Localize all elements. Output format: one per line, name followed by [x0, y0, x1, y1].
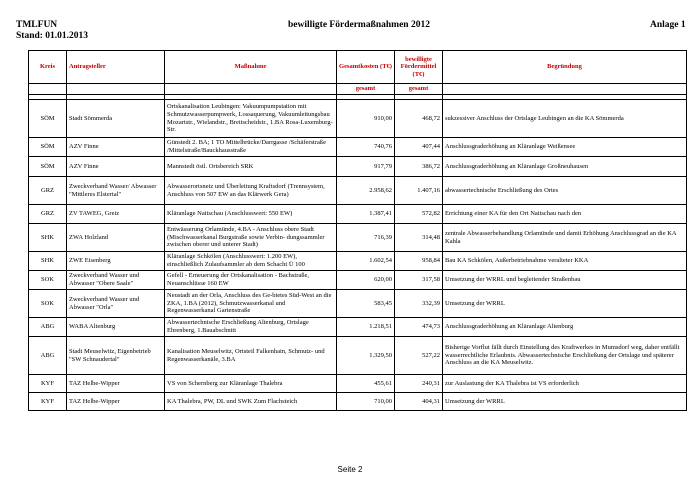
cell-massnahme: Neustadt an der Orla, Anschluss des Ge-bietes Süd-West an die ZKA, 1.BA (2012), Schmutzwasserkanal und Regenwasserkanal Gartenstraße: [165, 290, 337, 318]
cell-foerdermittel: 240,31: [395, 375, 443, 393]
cell-gesamtkosten: 455,61: [337, 375, 395, 393]
table-body: [29, 100, 687, 411]
cell-begruendung: Errichtung einer KA für den Ort Naitschau nach den: [443, 205, 687, 224]
cell-antragsteller: WABA Altenburg: [67, 318, 165, 337]
cell-foerdermittel: 468,72: [395, 100, 443, 138]
cell-begruendung: Anschlussgraderhöhung an Kläranlage Weißensee: [443, 138, 687, 157]
annex-label: Anlage 1: [650, 20, 686, 30]
cell-massnahme: VS von Schernberg zur Kläranlage Thalebra: [165, 375, 337, 393]
cell-begruendung: zentrale Abwasserbehandlung Orlamünde und damit Erhöhung Anschlussgrad an die KA Kahla: [443, 224, 687, 252]
table-row: [29, 337, 687, 375]
cell-begruendung: Umsetzung der WRRL: [443, 393, 687, 411]
cell-antragsteller: TAZ Helbe-Wipper: [67, 393, 165, 411]
cell-antragsteller: ZWA Holzland: [67, 224, 165, 252]
cell-foerdermittel: 474,73: [395, 318, 443, 337]
cell-gesamtkosten: 716,39: [337, 224, 395, 252]
cell-antragsteller: Stadt Meuselwitz, Eigenbetrieb "SW Schnaudertal": [67, 337, 165, 375]
cell-massnahme: Ortskanalisation Leubingen: Vakuumpumpstation mit Schmutzwasserpumpwerk, Lossaquerung, Vakuumleitungsbau Mozartstr., Wielandstr., Breitscheidstr., 1.BA Rosa-Luxemburg-Str.: [165, 100, 337, 138]
cell-antragsteller: Zweckverband Wasser/ Abwasser "Mittleres Elstertal": [67, 177, 165, 205]
subheader-cell: [443, 84, 687, 95]
table-row: [29, 224, 687, 252]
table-row: [29, 290, 687, 318]
cell-kreis: SOK: [29, 290, 67, 318]
cell-gesamtkosten: 620,00: [337, 271, 395, 290]
cell-massnahme: Entwässerung Orlamünde, 4.BA - Anschluss obere Stadt (Mischwasserkanal Burgstraße sowie Verbin- dungssammler zwischen oberer und unterer Stadt): [165, 224, 337, 252]
table-row: [29, 271, 687, 290]
table-row: [29, 177, 687, 205]
page-title: bewilligte Fördermaßnahmen 2012: [288, 20, 430, 30]
table-row: [29, 252, 687, 271]
cell-antragsteller: ZWE Eisenberg: [67, 252, 165, 271]
cell-antragsteller: ZV TAWEG, Greiz: [67, 205, 165, 224]
col-header-begruendung: Begründung: [443, 51, 687, 84]
cell-kreis: KYF: [29, 393, 67, 411]
subheader-cell: [67, 84, 165, 95]
cell-gesamtkosten: 910,00: [337, 100, 395, 138]
page-number: Seite 2: [337, 465, 363, 474]
col-header-gesamtkosten: Gesamtkosten (T€): [337, 51, 395, 84]
cell-massnahme: Kläranlage Naitschau (Anschlusswert: 550 EW): [165, 205, 337, 224]
cell-gesamtkosten: 583,45: [337, 290, 395, 318]
cell-massnahme: Kanalisation Meuselwitz, Ortsteil Falkenhain, Schmutz- und Regenwasserkanäle, 3.BA: [165, 337, 337, 375]
cell-begruendung: abwassertechnische Erschließung des Ortes: [443, 177, 687, 205]
cell-begruendung: Anschlussgraderhöhung an Kläranlage Altenburg: [443, 318, 687, 337]
cell-foerdermittel: 527,22: [395, 337, 443, 375]
cell-foerdermittel: 958,84: [395, 252, 443, 271]
cell-antragsteller: TAZ Helbe-Wipper: [67, 375, 165, 393]
cell-gesamtkosten: 710,00: [337, 393, 395, 411]
cell-begruendung: Umsetzung der WRRL: [443, 290, 687, 318]
subheader-gesamt: gesamt: [395, 84, 443, 95]
cell-massnahme: Abwassertechnische Erschließung Altenburg, Ortslage Ehrenberg, 1.Bauabschnitt: [165, 318, 337, 337]
cell-kreis: SÖM: [29, 138, 67, 157]
cell-gesamtkosten: 1.387,41: [337, 205, 395, 224]
col-header-massnahme: Maßnahme: [165, 51, 337, 84]
cell-gesamtkosten: 1.602,54: [337, 252, 395, 271]
cell-begruendung: Bisherige Vorflut fällt durch Einstellung des Kraftwerkes in Mumsdorf weg, daher entfällt wasserrechtliche Erlaubnis. Abwassertechnische Erschließung der Ortslage und späterer Anschluss an die KA Meuselwitz.: [443, 337, 687, 375]
cell-gesamtkosten: 1.218,51: [337, 318, 395, 337]
cell-foerdermittel: 317,58: [395, 271, 443, 290]
cell-kreis: SÖM: [29, 157, 67, 177]
subheader-gesamt: gesamt: [337, 84, 395, 95]
col-header-foerdermittel: bewilligte Fördermittel (T€): [395, 51, 443, 84]
table-subheader-row: [29, 84, 687, 95]
cell-foerdermittel: 332,39: [395, 290, 443, 318]
cell-kreis: GRZ: [29, 177, 67, 205]
cell-kreis: SHK: [29, 224, 67, 252]
table-row: [29, 138, 687, 157]
date-label: Stand: 01.01.2013: [16, 31, 89, 41]
cell-kreis: ABG: [29, 318, 67, 337]
cell-foerdermittel: 572,82: [395, 205, 443, 224]
cell-massnahme: Kläranlage Schkölen (Anschlusswert: 1.200 EW), einschließlich Zulaufsammler ab dem Schacht Ü 100: [165, 252, 337, 271]
funding-table: [28, 50, 687, 411]
cell-foerdermittel: 1.407,16: [395, 177, 443, 205]
table-header-row: [29, 51, 687, 84]
col-header-antragsteller: Antragsteller: [67, 51, 165, 84]
cell-antragsteller: Zweckverband Wasser und Abwasser "Obere Saale": [67, 271, 165, 290]
cell-massnahme: Gefell - Erneuerung der Ortskanalisation - Bachstraße, Neuanschlüsse 160 EW: [165, 271, 337, 290]
cell-begruendung: Bau KA Schkölen, Außerbetriebnahme veralteter KKA: [443, 252, 687, 271]
cell-kreis: SÖM: [29, 100, 67, 138]
table-row: [29, 157, 687, 177]
table-row: [29, 318, 687, 337]
table-row: [29, 100, 687, 138]
cell-antragsteller: AZV Finne: [67, 138, 165, 157]
cell-gesamtkosten: 740,76: [337, 138, 395, 157]
cell-foerdermittel: 314,48: [395, 224, 443, 252]
cell-antragsteller: Zweckverband Wasser und Abwasser "Orla": [67, 290, 165, 318]
cell-gesamtkosten: 1.329,50: [337, 337, 395, 375]
cell-antragsteller: AZV Finne: [67, 157, 165, 177]
cell-gesamtkosten: 2.958,62: [337, 177, 395, 205]
cell-foerdermittel: 386,72: [395, 157, 443, 177]
cell-begruendung: zur Auslastung der KA Thalebra ist VS erforderlich: [443, 375, 687, 393]
organization-label: TMLFUN: [16, 20, 58, 30]
cell-kreis: SOK: [29, 271, 67, 290]
cell-massnahme: Mannstedt östl. Ortsbereich SRK: [165, 157, 337, 177]
cell-begruendung: sukzessiver Anschluss der Ortslage Leubingen an die KA Sömmerda: [443, 100, 687, 138]
cell-begruendung: Anschlussgraderhöhung an Kläranlage Großneuhausen: [443, 157, 687, 177]
subheader-cell: [165, 84, 337, 95]
subheader-cell: [29, 84, 67, 95]
cell-kreis: KYF: [29, 375, 67, 393]
table-row: [29, 205, 687, 224]
cell-massnahme: Günstedt 2. BA; 1 TO Mittelbrücke/Darrgasse /Schäferstraße /Mittelstraße/Bauckhausstraße: [165, 138, 337, 157]
table-row: [29, 393, 687, 411]
col-header-kreis: Kreis: [29, 51, 67, 84]
cell-massnahme: KA Thalebra, PW, DL und SWK Zum Flachsteich: [165, 393, 337, 411]
cell-foerdermittel: 404,31: [395, 393, 443, 411]
cell-massnahme: Abwasserortsnetz und Überleitung Kraftsdorf (Trennsystem, Anschluss von 507 EW an das Klärwerk Gera): [165, 177, 337, 205]
cell-antragsteller: Stadt Sömmerda: [67, 100, 165, 138]
table-row: [29, 375, 687, 393]
cell-begruendung: Umsetzung der WRRL und begleitender Straßenbau: [443, 271, 687, 290]
cell-kreis: SHK: [29, 252, 67, 271]
cell-kreis: ABG: [29, 337, 67, 375]
cell-foerdermittel: 407,44: [395, 138, 443, 157]
cell-kreis: GRZ: [29, 205, 67, 224]
cell-gesamtkosten: 917,79: [337, 157, 395, 177]
